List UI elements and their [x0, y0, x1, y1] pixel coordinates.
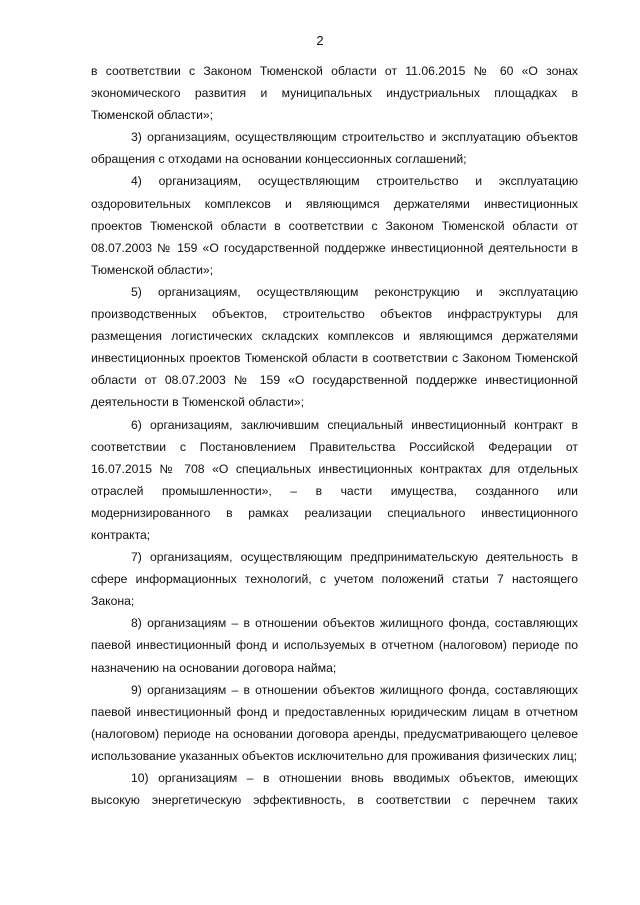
page-number: 2: [316, 33, 324, 48]
paragraph-item-3: 3) организациям, осуществляющим строительство и эксплуатацию объектов обращения с отходами на основании концессионных соглашений;: [91, 130, 578, 167]
paragraph-item-9: 9) организациям – в отношении объектов жилищного фонда, составляющих паевой инвестиционный фонд и предоставленных юридическим лицам в отчетном (налоговом) периоде на основании договора аренды, предусматривающего целевое использование указанных объектов исключительно для проживания физических лиц;: [91, 682, 578, 763]
paragraph-item-8: 8) организациям – в отношении объектов жилищного фонда, составляющих паевой инвестиционный фонд и используемых в отчетном (налоговом) периоде по назначению на основании договора найма;: [91, 616, 578, 675]
paragraph-item-10: 10) организациям – в отношении вновь вводимых объектов, имеющих высокую энергетическую эффективность, в соответствии с перечнем таких: [91, 771, 578, 808]
paragraph-item-7: 7) организациям, осуществляющим предпринимательскую деятельность в сфере информационных технологий, с учетом положений статьи 7 настоящего Закона;: [91, 550, 578, 609]
paragraph-item-6: 6) организациям, заключившим специальный инвестиционный контракт в соответствии с Постановлением Правительства Российской Федерации от 16.07.2015 № 708 «О специальных инвестиционных контрактах для отдельных отраслей промышленности», – в части имущества, созданного или модернизированного в рамках реализации специального инвестиционного контракта;: [91, 417, 578, 542]
paragraph-continuation: в соответствии с Законом Тюменской области от 11.06.2015 № 60 «О зонах экономического развития и муниципальных индустриальных площадках в Тюменской области»;: [91, 64, 578, 123]
paragraph-item-5: 5) организациям, осуществляющим реконструкцию и эксплуатацию производственных объектов, строительство объектов инфраструктуры для размещения логистических складских комплексов и являющимся держателями инвестиционных проектов Тюменской области в соответствии с Законом Тюменской области от 08.07.2003 № 159 «О государственной поддержке инвестиционной деятельности в Тюменской области»;: [91, 284, 578, 410]
document-body: [91, 60, 578, 811]
paragraph-item-4: 4) организациям, осуществляющим строительство и эксплуатацию оздоровительных комплексов и являющимся держателями инвестиционных проектов Тюменской области в соответствии с Законом Тюменской области от 08.07.2003 № 159 «О государственной поддержке инвестиционной деятельности в Тюменской области»;: [91, 174, 578, 277]
